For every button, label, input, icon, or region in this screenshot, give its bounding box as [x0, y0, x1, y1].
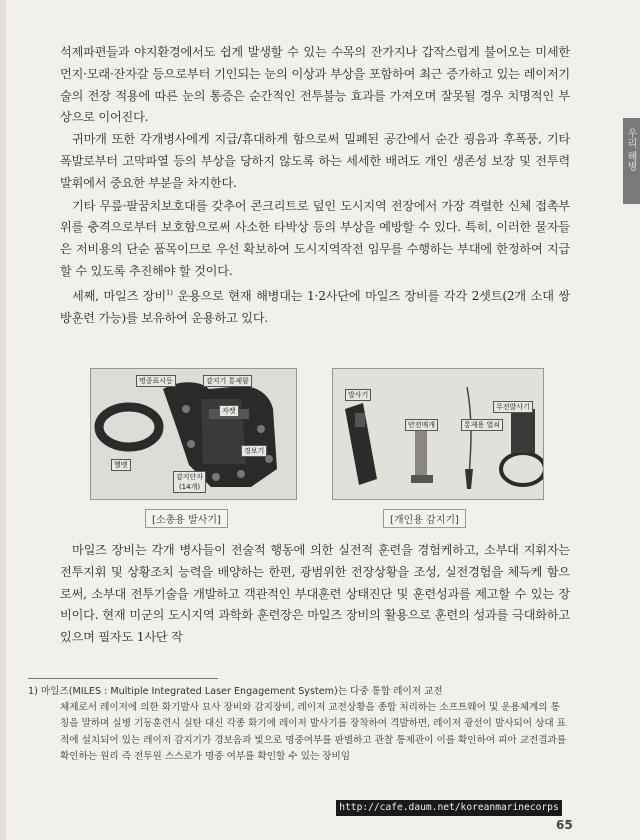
- label-id-tag: 명중표시등: [136, 375, 176, 387]
- label-sensor-count: 감지단자 (14개): [173, 471, 206, 493]
- paragraph-3: 기타 무릎·팔꿈치보호대를 갖추어 콘크리트로 덮인 도시지역 전장에서 가장 격렬한 신체 접촉부위를 충격으로부터 보호함으로써 사소한 타박상 등의 부상을 예방할 수 있다. 특히, 이러한 물자들은 저비용의 단순 품목이므로 우선 확보하여 도시지역작전 임무를 수행하는 부대에 한정하여 지급할 수 있도록 추진해야 할 것이다.: [60, 198, 570, 278]
- footnote-divider: [28, 678, 218, 679]
- paragraph-1: 석제파편들과 야지환경에서도 쉽게 발생할 수 있는 수목의 잔가지나 갑작스럽게 불어오는 미세한 먼지·모래·잔자갈 등으로부터 기인되는 눈의 이상과 부상을 포함하여 최근 증가하고 있는 레이저기술의 전장 적용에 따른 눈의 통증은 순간적인 전투불능 효과를 가져오며 잘못될 경우 치명적인 부상으로 이어진다.: [60, 45, 570, 125]
- footnote-marker: 1): [28, 686, 38, 697]
- side-tab-label: 우리 해병: [625, 128, 636, 172]
- body-text-top: [60, 42, 570, 329]
- caption-left: [소총용 발사기]: [145, 509, 228, 528]
- footnote-first-text: 마일즈(MILES : Multiple Integrated Laser Engagement System)는 다중 통합 레이저 교전: [40, 686, 443, 697]
- label-detector-device: 감지기 통제함: [203, 375, 252, 387]
- photo-personal-detector: [332, 368, 544, 500]
- label-emitter: 발사기: [345, 389, 371, 401]
- label-helmet: 헬멧: [111, 459, 131, 471]
- paragraph-4: [60, 283, 570, 330]
- chapter-side-tab: [623, 118, 640, 204]
- footnote-body: 체제로서 레이저에 의한 화기발사 묘사 장비와 감지장비, 레이저 교전상황을 종합 처리하는 소프트웨어 및 운용체계의 통칭을 말하며 실병 기동훈련시 실탄 대신 각종 화기에 레이저 발사기를 장착하여 격발하면, 레이저 광선이 발사되어 상대 표적에 설치되어 있는 레이저 감지기가 경보음과 빛으로 명중여부를 판별하고 관찰 통제관이 이를 확인하여 피아 교전결과를 확인하는 원리 즉 전투원 스스로가 명중 여부를 확인할 수 있는 장비임: [60, 702, 567, 762]
- footnote-first-line: [28, 684, 568, 700]
- body-text-bottom: [60, 540, 570, 649]
- label-key-holder: 통제용 열쇠: [461, 419, 503, 431]
- label-jacket: 자켓: [219, 405, 239, 417]
- watermark-url: http://cafe.daum.net/koreanmarinecorps: [336, 800, 562, 816]
- paragraph-4-suffix: 운용으로 현재 해병대는 1·2사단에 마일즈 장비를 각각 2셋트(2개 소대 쌍방훈련 가능)를 보유하여 운용하고 있다.: [60, 288, 570, 325]
- paragraph-5: 마일즈 장비는 각개 병사들이 전술적 행동에 의한 실전적 훈련을 경험케하고, 소부대 지휘자는 전투지휘 및 상황조치 능력을 배양하는 한편, 광범위한 전장상황을 조성, 실전경험을 체득케 함으로써, 소부대 전투기술을 개발하고 객관적인 부대훈련 상태진단 및 훈련성과를 제고할 수 있는 장비이다. 현재 미군의 도시지역 과학화 훈련장은 마일즈 장비의 활용으로 훈련의 성과를 극대화하고 있으며 필자도 1사단 작: [60, 543, 570, 645]
- page-binding-edge: [0, 0, 6, 840]
- label-alert: 경보기: [241, 445, 267, 457]
- footnote: [28, 684, 568, 765]
- paragraph-2: 귀마개 또한 각개병사에게 지급/휴대하게 함으로써 밀폐된 공간에서 순간 굉음과 후폭풍, 기타 폭발로부터 고막파열 등의 부상을 당하지 않도록 하는 세세한 배려도 개인 생존성 보장 및 전투력 발휘에서 중요한 부분을 차지한다.: [60, 132, 570, 190]
- footnote-ref[interactable]: 1): [165, 288, 173, 297]
- label-wireless-emitter: 무전발사기: [493, 401, 533, 413]
- page-number: 65: [556, 818, 573, 832]
- photo-rifle-emitter: [90, 368, 297, 500]
- label-safety-key: 안전매개: [405, 419, 438, 431]
- caption-right: [개인용 감지기]: [383, 509, 466, 528]
- paragraph-4-prefix: 세째, 마일즈 장비: [72, 288, 166, 303]
